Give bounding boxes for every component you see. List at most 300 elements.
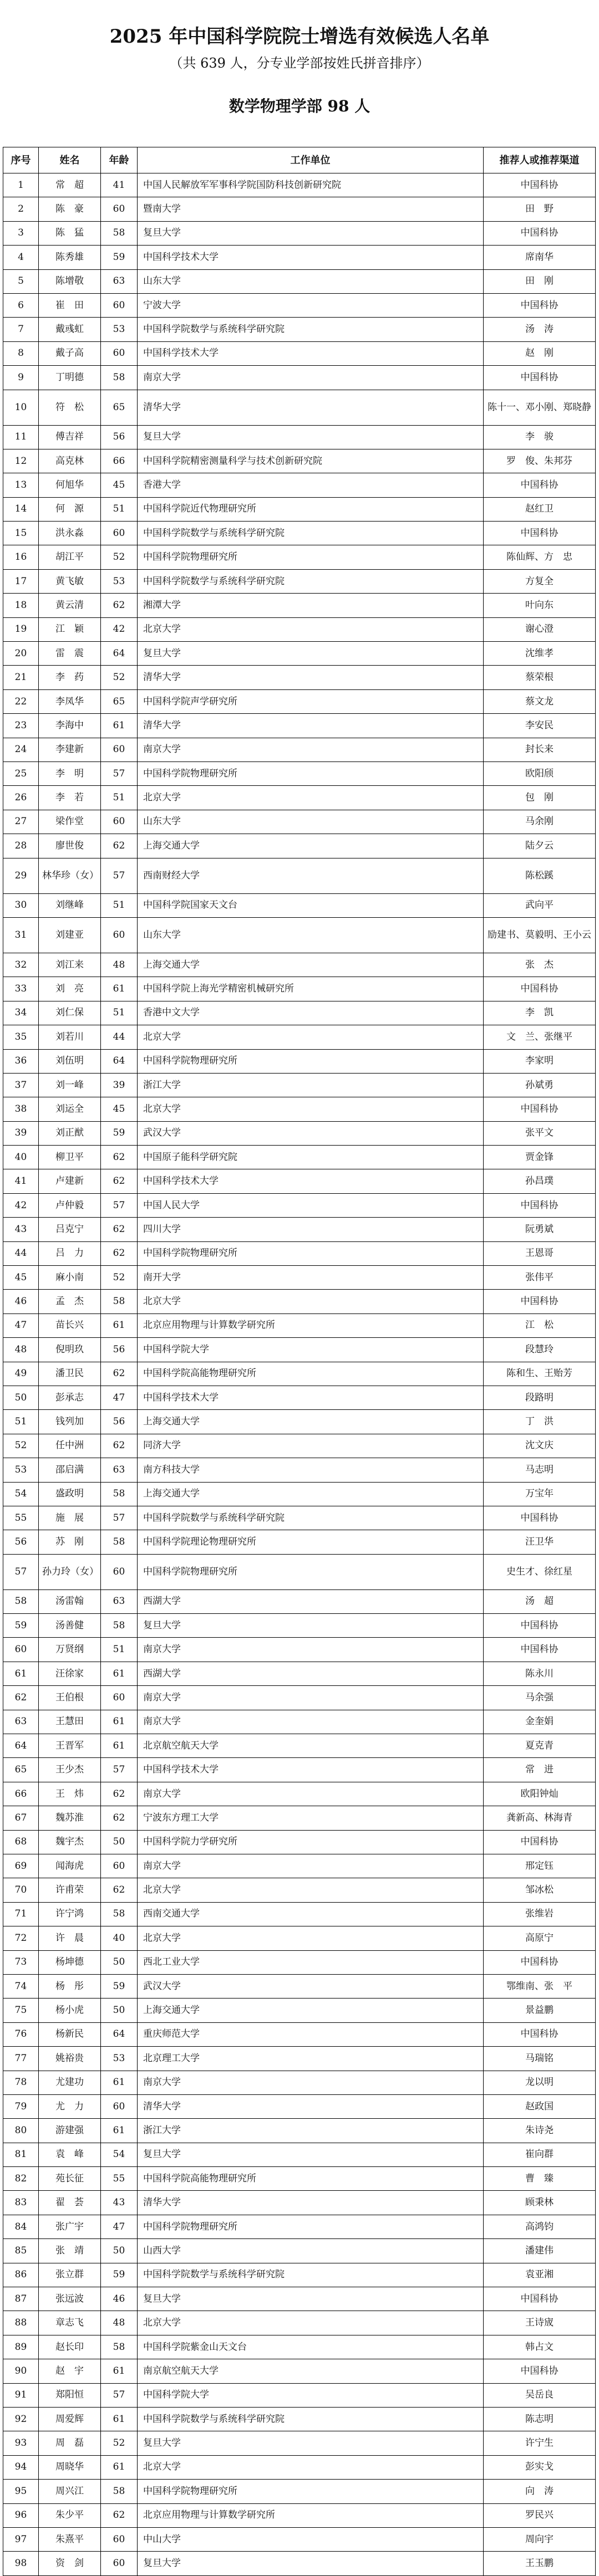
cell-name: 孟 杰: [39, 1290, 101, 1313]
table-row: [3, 2311, 596, 2335]
cell-name: 张广宇: [39, 2215, 101, 2238]
table-row: [3, 1614, 596, 1638]
cell-age: 60: [101, 2527, 138, 2551]
table-row: [3, 2407, 596, 2431]
cell-unit: 中国科学院数学与系统科学研究院: [138, 2407, 484, 2431]
cell-unit: 清华大学: [138, 2094, 484, 2118]
cell-unit: 中国科学院高能物理研究所: [138, 1362, 484, 1386]
cell-index: 47: [3, 1313, 39, 1337]
cell-name: 刘正猷: [39, 1121, 101, 1145]
cell-index: 19: [3, 617, 39, 641]
cell-recommender: 韩占文: [484, 2335, 596, 2359]
cell-recommender: 万宝年: [484, 1482, 596, 1506]
cell-recommender: 罗 俊、朱邦芬: [484, 449, 596, 473]
cell-index: 9: [3, 366, 39, 390]
cell-index: 35: [3, 1025, 39, 1049]
cell-recommender: 赵 刚: [484, 341, 596, 365]
cell-age: 60: [101, 738, 138, 761]
cell-name: 苗长兴: [39, 1313, 101, 1337]
table-row: [3, 2383, 596, 2407]
cell-name: 孙力玲（女）: [39, 1554, 101, 1589]
cell-name: 戴子高: [39, 341, 101, 365]
table-row: [3, 2094, 596, 2118]
cell-index: 80: [3, 2119, 39, 2143]
cell-unit: 中国科学院上海光学精密机械研究所: [138, 977, 484, 1001]
cell-name: 许宁鸿: [39, 1902, 101, 1926]
table-row: [3, 1758, 596, 1782]
cell-recommender: 武向平: [484, 893, 596, 917]
cell-recommender: 周向宇: [484, 2527, 596, 2551]
cell-index: 8: [3, 341, 39, 365]
cell-recommender: 段路明: [484, 1386, 596, 1409]
cell-unit: 浙江大学: [138, 1073, 484, 1097]
cell-recommender: 欧阳钟灿: [484, 1782, 596, 1806]
table-row: [3, 1434, 596, 1458]
table-row: [3, 642, 596, 666]
table-row: [3, 2239, 596, 2263]
cell-recommender: 中国科协: [484, 366, 596, 390]
cell-name: 刘江来: [39, 953, 101, 977]
cell-index: 68: [3, 1830, 39, 1854]
table-row: [3, 425, 596, 449]
cell-unit: 中国科学院数学与系统科学研究院: [138, 2263, 484, 2287]
cell-age: 45: [101, 473, 138, 497]
cell-recommender: 贾金锋: [484, 1146, 596, 1169]
cell-name: 张 靖: [39, 2239, 101, 2263]
cell-recommender: 汤 超: [484, 1589, 596, 1613]
cell-name: 汤善健: [39, 1614, 101, 1638]
cell-name: 许 晨: [39, 1926, 101, 1950]
cell-age: 50: [101, 1999, 138, 2022]
table-row: [3, 893, 596, 917]
cell-name: 高克林: [39, 449, 101, 473]
table-row: [3, 366, 596, 390]
cell-age: 65: [101, 689, 138, 713]
cell-name: 王少杰: [39, 1758, 101, 1782]
cell-index: 11: [3, 425, 39, 449]
cell-index: 94: [3, 2455, 39, 2479]
table-row: [3, 1001, 596, 1025]
cell-unit: 暨南大学: [138, 197, 484, 221]
cell-unit: 北京应用物理与计算数学研究所: [138, 1313, 484, 1337]
cell-unit: 宁波大学: [138, 293, 484, 317]
cell-age: 61: [101, 977, 138, 1001]
cell-recommender: 中国科协: [484, 2359, 596, 2383]
cell-age: 52: [101, 1266, 138, 1290]
table-row: [3, 1362, 596, 1386]
cell-age: 59: [101, 2263, 138, 2287]
cell-name: 姚裕贵: [39, 2047, 101, 2071]
cell-unit: 上海交通大学: [138, 1482, 484, 1506]
cell-recommender: 常 进: [484, 1758, 596, 1782]
cell-index: 49: [3, 1362, 39, 1386]
cell-name: 陈秀雄: [39, 246, 101, 269]
cell-recommender: 王诗宬: [484, 2311, 596, 2335]
cell-unit: 中国科学技术大学: [138, 1758, 484, 1782]
cell-recommender: 中国科协: [484, 1638, 596, 1662]
cell-recommender: 励建书、莫毅明、王小云: [484, 917, 596, 953]
cell-age: 60: [101, 1854, 138, 1878]
cell-age: 62: [101, 1241, 138, 1265]
cell-index: 42: [3, 1193, 39, 1217]
cell-recommender: 田 刚: [484, 269, 596, 293]
cell-recommender: 中国科协: [484, 173, 596, 197]
cell-name: 苏 刚: [39, 1530, 101, 1554]
cell-unit: 北京大学: [138, 2455, 484, 2479]
cell-recommender: 高原宁: [484, 1926, 596, 1950]
cell-name: 王晋军: [39, 1734, 101, 1758]
table-row: [3, 2455, 596, 2479]
cell-recommender: 龚新高、林海青: [484, 1806, 596, 1830]
cell-name: 符 松: [39, 390, 101, 425]
cell-index: 14: [3, 497, 39, 521]
cell-index: 66: [3, 1782, 39, 1806]
cell-recommender: 中国科协: [484, 977, 596, 1001]
cell-unit: 中国科学院数学与系统科学研究院: [138, 522, 484, 545]
cell-recommender: 张 杰: [484, 953, 596, 977]
cell-recommender: 高鸿钧: [484, 2215, 596, 2238]
cell-name: 苑长征: [39, 2167, 101, 2191]
cell-name: 尤建功: [39, 2071, 101, 2094]
cell-unit: 复旦大学: [138, 2287, 484, 2311]
cell-recommender: 席南华: [484, 246, 596, 269]
cell-index: 2: [3, 197, 39, 221]
cell-unit: 西湖大学: [138, 1589, 484, 1613]
cell-age: 57: [101, 761, 138, 785]
table-row: [3, 1554, 596, 1589]
cell-unit: 武汉大学: [138, 1121, 484, 1145]
cell-name: 何旭华: [39, 473, 101, 497]
table-row: [3, 2359, 596, 2383]
cell-recommender: 马瑞铭: [484, 2047, 596, 2071]
cell-age: 56: [101, 1338, 138, 1362]
cell-recommender: 马志明: [484, 1458, 596, 1482]
cell-unit: 南京大学: [138, 1686, 484, 1710]
cell-unit: 中国科学院数学与系统科学研究院: [138, 318, 484, 341]
cell-name: 张立群: [39, 2263, 101, 2287]
cell-index: 44: [3, 1241, 39, 1265]
table-row: [3, 786, 596, 810]
cell-recommender: 中国科协: [484, 1950, 596, 1974]
table-row: [3, 2480, 596, 2503]
cell-unit: 复旦大学: [138, 221, 484, 245]
cell-name: 汤雷翰: [39, 1589, 101, 1613]
cell-unit: 复旦大学: [138, 642, 484, 666]
cell-age: 48: [101, 2311, 138, 2335]
cell-recommender: 陈永川: [484, 1662, 596, 1685]
cell-age: 42: [101, 617, 138, 641]
cell-index: 88: [3, 2311, 39, 2335]
cell-age: 62: [101, 1878, 138, 1902]
cell-name: 丁明德: [39, 366, 101, 390]
cell-recommender: 彭实戈: [484, 2455, 596, 2479]
cell-name: 黄云清: [39, 594, 101, 617]
table-row: [3, 1854, 596, 1878]
table-row: [3, 2071, 596, 2094]
cell-index: 37: [3, 1073, 39, 1097]
cell-index: 87: [3, 2287, 39, 2311]
cell-index: 27: [3, 810, 39, 834]
cell-index: 52: [3, 1434, 39, 1458]
cell-unit: 南京航空航天大学: [138, 2359, 484, 2383]
cell-recommender: 陈松蹊: [484, 858, 596, 893]
cell-index: 5: [3, 269, 39, 293]
cell-index: 73: [3, 1950, 39, 1974]
cell-name: 黄飞敏: [39, 569, 101, 593]
cell-unit: 北京大学: [138, 1878, 484, 1902]
candidate-table: [3, 147, 596, 2576]
cell-age: 60: [101, 1686, 138, 1710]
cell-index: 13: [3, 473, 39, 497]
cell-name: 彭承志: [39, 1386, 101, 1409]
table-row: [3, 977, 596, 1001]
cell-age: 64: [101, 1049, 138, 1073]
cell-recommender: 邹冰松: [484, 1878, 596, 1902]
cell-unit: 上海交通大学: [138, 1410, 484, 1434]
cell-age: 39: [101, 1073, 138, 1097]
cell-age: 61: [101, 2359, 138, 2383]
cell-unit: 中国科学院数学与系统科学研究院: [138, 1506, 484, 1530]
cell-recommender: 中国科协: [484, 1290, 596, 1313]
cell-recommender: 田 野: [484, 197, 596, 221]
cell-unit: 复旦大学: [138, 1614, 484, 1638]
table-row: [3, 1686, 596, 1710]
table-row: [3, 617, 596, 641]
cell-unit: 清华大学: [138, 390, 484, 425]
cell-name: 陈增敬: [39, 269, 101, 293]
table-row: [3, 1782, 596, 1806]
cell-unit: 清华大学: [138, 666, 484, 689]
cell-index: 89: [3, 2335, 39, 2359]
cell-recommender: 邢定钰: [484, 1854, 596, 1878]
cell-recommender: 景益鹏: [484, 1999, 596, 2022]
cell-name: 杨小虎: [39, 1999, 101, 2022]
cell-recommender: 李 骏: [484, 425, 596, 449]
table-row: [3, 1073, 596, 1097]
cell-name: 刘 亮: [39, 977, 101, 1001]
cell-index: 55: [3, 1506, 39, 1530]
table-row: [3, 1049, 596, 1073]
cell-index: 70: [3, 1878, 39, 1902]
cell-name: 周晓华: [39, 2455, 101, 2479]
cell-age: 57: [101, 2383, 138, 2407]
cell-name: 尤 力: [39, 2094, 101, 2118]
cell-index: 16: [3, 545, 39, 569]
cell-unit: 中国科学技术大学: [138, 341, 484, 365]
cell-recommender: 陈和生、王贻芳: [484, 1362, 596, 1386]
cell-unit: 中国科学院物理研究所: [138, 2480, 484, 2503]
table-row: [3, 1638, 596, 1662]
cell-name: 傅吉祥: [39, 425, 101, 449]
cell-name: 许甫荣: [39, 1878, 101, 1902]
cell-name: 周爱辉: [39, 2407, 101, 2431]
cell-name: 林华珍（女）: [39, 858, 101, 893]
cell-age: 57: [101, 1506, 138, 1530]
cell-name: 吕 力: [39, 1241, 101, 1265]
cell-unit: 复旦大学: [138, 2431, 484, 2455]
table-row: [3, 738, 596, 761]
table-row: [3, 1266, 596, 1290]
table-row: [3, 1734, 596, 1758]
cell-recommender: 汪卫华: [484, 1530, 596, 1554]
cell-unit: 同济大学: [138, 1434, 484, 1458]
cell-name: 洪永淼: [39, 522, 101, 545]
cell-index: 7: [3, 318, 39, 341]
cell-index: 25: [3, 761, 39, 785]
cell-recommender: 许宁生: [484, 2431, 596, 2455]
cell-age: 60: [101, 522, 138, 545]
cell-age: 47: [101, 2215, 138, 2238]
cell-name: 王伯根: [39, 1686, 101, 1710]
table-row: [3, 2527, 596, 2551]
table-row: [3, 1146, 596, 1169]
cell-index: 33: [3, 977, 39, 1001]
cell-index: 32: [3, 953, 39, 977]
column-header-unit: 工作单位: [138, 147, 484, 173]
cell-index: 45: [3, 1266, 39, 1290]
cell-age: 57: [101, 1758, 138, 1782]
cell-name: 万贤纲: [39, 1638, 101, 1662]
cell-unit: 山东大学: [138, 269, 484, 293]
cell-age: 61: [101, 2455, 138, 2479]
cell-name: 李 明: [39, 761, 101, 785]
cell-recommender: 龙以明: [484, 2071, 596, 2094]
cell-name: 杨新民: [39, 2022, 101, 2046]
cell-index: 36: [3, 1049, 39, 1073]
table-row: [3, 1386, 596, 1409]
cell-unit: 湘潭大学: [138, 594, 484, 617]
cell-age: 51: [101, 893, 138, 917]
cell-index: 34: [3, 1001, 39, 1025]
table-header-row: [3, 147, 596, 173]
cell-unit: 北京大学: [138, 1025, 484, 1049]
cell-unit: 中国科学院国家天文台: [138, 893, 484, 917]
cell-name: 赵 宇: [39, 2359, 101, 2383]
cell-unit: 山东大学: [138, 917, 484, 953]
table-row: [3, 1458, 596, 1482]
cell-name: 张远波: [39, 2287, 101, 2311]
cell-age: 62: [101, 1218, 138, 1241]
table-row: [3, 1169, 596, 1193]
table-row: [3, 246, 596, 269]
cell-index: 97: [3, 2527, 39, 2551]
cell-age: 60: [101, 197, 138, 221]
table-row: [3, 761, 596, 785]
table-row: [3, 858, 596, 893]
cell-recommender: 李 凯: [484, 1001, 596, 1025]
cell-name: 钱列加: [39, 1410, 101, 1434]
table-row: [3, 834, 596, 858]
cell-unit: 山东大学: [138, 810, 484, 834]
cell-age: 60: [101, 341, 138, 365]
cell-name: 李 若: [39, 786, 101, 810]
cell-index: 67: [3, 1806, 39, 1830]
cell-name: 杨坤德: [39, 1950, 101, 1974]
table-row: [3, 917, 596, 953]
table-row: [3, 2119, 596, 2143]
cell-age: 62: [101, 834, 138, 858]
cell-name: 陈 猛: [39, 221, 101, 245]
table-row: [3, 810, 596, 834]
cell-unit: 香港中文大学: [138, 1001, 484, 1025]
cell-name: 胡江平: [39, 545, 101, 569]
table-row: [3, 569, 596, 593]
cell-unit: 中国科学院大学: [138, 1338, 484, 1362]
cell-name: 汪徐家: [39, 1662, 101, 1685]
cell-index: 12: [3, 449, 39, 473]
cell-age: 60: [101, 810, 138, 834]
cell-index: 38: [3, 1097, 39, 1121]
cell-recommender: 赵政国: [484, 2094, 596, 2118]
cell-index: 29: [3, 858, 39, 893]
table-row: [3, 522, 596, 545]
cell-recommender: 中国科协: [484, 221, 596, 245]
cell-age: 44: [101, 1025, 138, 1049]
cell-unit: 香港大学: [138, 473, 484, 497]
cell-age: 48: [101, 953, 138, 977]
cell-unit: 北京大学: [138, 2311, 484, 2335]
cell-age: 46: [101, 2287, 138, 2311]
cell-recommender: 王恩哥: [484, 1241, 596, 1265]
cell-index: 28: [3, 834, 39, 858]
cell-recommender: 中国科协: [484, 2022, 596, 2046]
cell-index: 21: [3, 666, 39, 689]
cell-name: 施 展: [39, 1506, 101, 1530]
cell-unit: 西南财经大学: [138, 858, 484, 893]
table-row: [3, 497, 596, 521]
cell-index: 78: [3, 2071, 39, 2094]
table-row: [3, 1410, 596, 1434]
cell-unit: 北京理工大学: [138, 2047, 484, 2071]
cell-name: 周 磊: [39, 2431, 101, 2455]
cell-name: 梁作堂: [39, 810, 101, 834]
table-row: [3, 1506, 596, 1530]
cell-unit: 南京大学: [138, 738, 484, 761]
column-header-name: 姓名: [39, 147, 101, 173]
cell-unit: 复旦大学: [138, 425, 484, 449]
table-row: [3, 1830, 596, 1854]
cell-unit: 中山大学: [138, 2527, 484, 2551]
table-row: [3, 1530, 596, 1554]
cell-name: 李 药: [39, 666, 101, 689]
cell-index: 76: [3, 2022, 39, 2046]
cell-age: 62: [101, 1146, 138, 1169]
cell-recommender: 中国科协: [484, 2287, 596, 2311]
cell-age: 64: [101, 642, 138, 666]
cell-recommender: 朱诗尧: [484, 2119, 596, 2143]
cell-unit: 北京大学: [138, 1097, 484, 1121]
table-row: [3, 594, 596, 617]
cell-unit: 四川大学: [138, 1218, 484, 1241]
cell-age: 64: [101, 2022, 138, 2046]
table-body: [3, 173, 596, 2576]
table-row: [3, 1662, 596, 1685]
table-row: [3, 1482, 596, 1506]
cell-name: 周兴江: [39, 2480, 101, 2503]
cell-age: 58: [101, 221, 138, 245]
cell-unit: 上海交通大学: [138, 1999, 484, 2022]
table-row: [3, 2022, 596, 2046]
table-row: [3, 318, 596, 341]
table-row: [3, 341, 596, 365]
cell-index: 93: [3, 2431, 39, 2455]
cell-age: 59: [101, 1974, 138, 1998]
cell-index: 46: [3, 1290, 39, 1313]
table-row: [3, 2263, 596, 2287]
cell-index: 64: [3, 1734, 39, 1758]
cell-index: 83: [3, 2191, 39, 2215]
table-row: [3, 1589, 596, 1613]
